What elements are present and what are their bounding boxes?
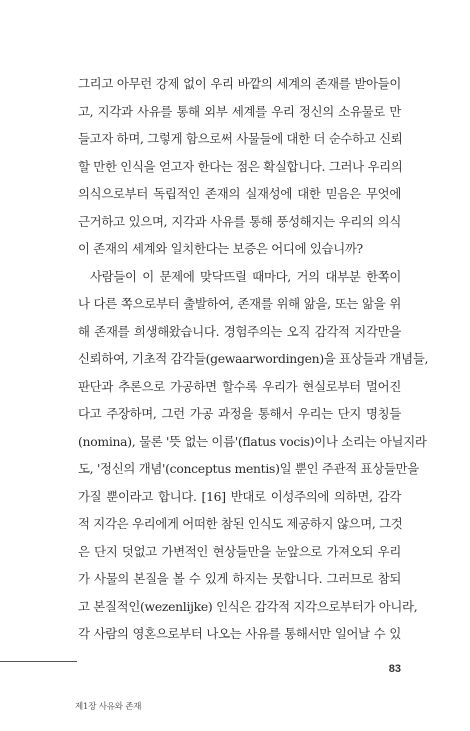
text-line: 판단과 추론으로 가공하면 할수록 우리가 현실로부터 멀어진 bbox=[78, 378, 401, 394]
body-text bbox=[78, 70, 429, 648]
page-number: 83 bbox=[388, 663, 401, 675]
text-line: 사람들이 이 문제에 맞닥뜨릴 때마다, 거의 대부분 한쪽이 bbox=[90, 268, 401, 284]
text-line: 나 다른 쪽으로부터 출발하여, 존재를 위해 앎을, 또는 앎을 위 bbox=[78, 296, 401, 311]
text-line: 각 사람의 영혼으로부터 나오는 사유를 통해서만 일어날 수 있 bbox=[78, 626, 401, 641]
running-footer-title: 제1장 사유와 존재 bbox=[75, 702, 142, 712]
text-line: 근거하고 있으며, 지각과 사유를 통해 풍성해지는 우리의 의식 bbox=[78, 213, 401, 229]
text-line: 다고 주장하며, 그런 가공 과정을 통해서 우리는 단지 명칭들 bbox=[78, 406, 401, 421]
text-line: 들고자 하며, 그렇게 함으로써 사물들에 대한 더 순수하고 신뢰 bbox=[78, 131, 403, 146]
text-line: (nomina), 물론 '뜻 없는 이름'(flatus vocis)이나 소리는 아닐지라 bbox=[78, 433, 427, 449]
text-line: 가질 뿐이라고 합니다. [16] 반대로 이성주의에 의하면, 감각 bbox=[78, 488, 401, 504]
footer-divider bbox=[0, 661, 77, 662]
text-line: 도, '정신의 개념'(conceptus mentis)일 뿐인 주관적 표상들만을 bbox=[78, 461, 419, 476]
text-line: 가 사물의 본질을 볼 수 있게 하지는 못합니다. 그러므로 참되 bbox=[78, 571, 401, 586]
text-line: 신뢰하여, 기초적 감각들(gewaarwordingen)을 표상들과 개념들, bbox=[78, 351, 429, 366]
text-line: 은 단지 덧없고 가변적인 현상들만을 눈앞으로 가져오되 우리 bbox=[78, 543, 401, 559]
text-line: 그리고 아무런 강제 없이 우리 바깥의 세계의 존재를 받아들이 bbox=[78, 76, 401, 91]
text-line: 해 존재를 희생해왔습니다. 경험주의는 오직 감각적 지각만을 bbox=[78, 323, 401, 339]
text-line: 고, 지각과 사유를 통해 외부 세계를 우리 정신의 소유물로 만 bbox=[78, 103, 401, 119]
text-line: 적 지각은 우리에게 어떠한 참된 인식도 제공하지 않으며, 그것 bbox=[78, 516, 403, 531]
text-line: 의식으로부터 독립적인 존재의 실재성에 대한 믿음은 무엇에 bbox=[78, 186, 401, 201]
text-line: 고 본질적인(wezenlijke) 인식은 감각적 지각으로부터가 아니라, bbox=[78, 598, 418, 614]
text-line: 할 만한 인식을 얻고자 한다는 점은 확실합니다. 그러나 우리의 bbox=[78, 158, 403, 174]
text-line: 이 존재의 세계와 일치한다는 보증은 어디에 있습니까? bbox=[78, 241, 363, 256]
